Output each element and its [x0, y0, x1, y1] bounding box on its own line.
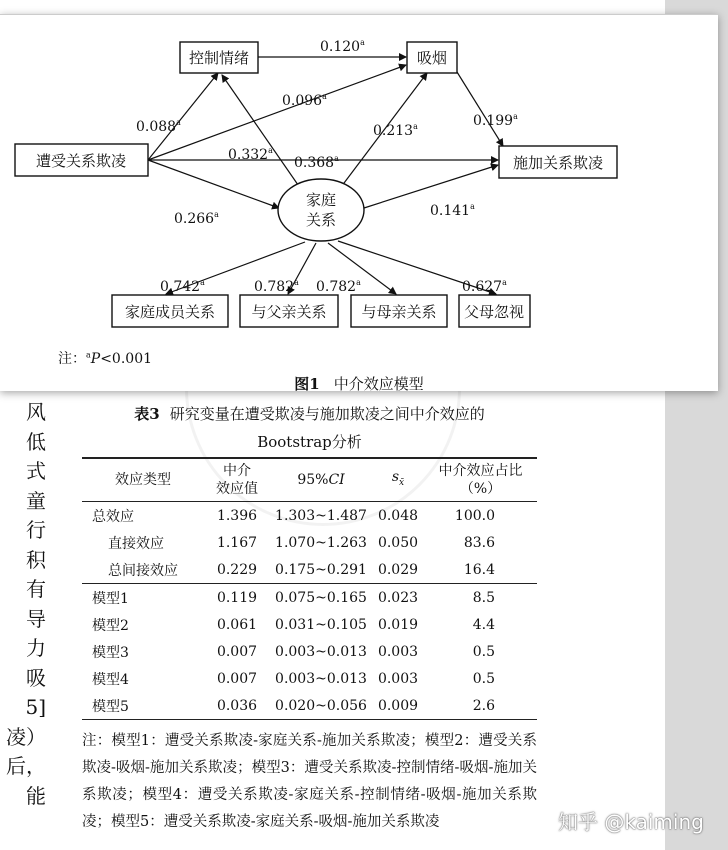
cell-label: 模型1 — [82, 584, 204, 612]
cell-pct: 83.6 — [463, 534, 495, 551]
left-col-char: 行 — [26, 518, 46, 542]
cell-value: 0.007 — [216, 670, 258, 687]
cell-pct: 2.6 — [424, 692, 537, 720]
node-label-family-1: 家庭 — [305, 191, 337, 209]
cell-ci: 0.020~0.056 — [270, 692, 372, 720]
node-label-victim: 遭受关系欺凌 — [35, 152, 127, 170]
node-label-father: 与父亲关系 — [251, 303, 327, 321]
cell-pct: 4.4 — [472, 616, 495, 633]
table-note: 注：模型1：遭受关系欺凌-家庭关系-施加关系欺凌；模型2：遭受关系欺凌-吸烟-施加关系欺凌；模型3：遭受关系欺凌-控制情绪-吸烟-施加关系欺凌；模型4：遭受关系欺凌-家庭关系-控制情绪-吸烟-施加关系欺凌；模型5：遭受关系欺凌-家庭关系-吸烟-施加关系欺凌 — [82, 733, 537, 830]
cell-value: 1.167 — [216, 534, 258, 551]
coef-family-perpetrate: 0.141$^a$ — [430, 202, 475, 219]
header-value: 中介 效应值 — [204, 458, 270, 502]
figure-number: 图1 — [294, 375, 320, 393]
cell-pct: 0.5 — [472, 670, 495, 687]
figure-note: 注：$^a$P<0.001 — [58, 350, 153, 367]
header-ci: 95%CI — [270, 458, 372, 502]
node-label-neglect: 父母忽视 — [463, 303, 525, 321]
coef-victim-perpetrate: 0.332$^a$ — [228, 146, 273, 163]
cell-se: 0.009 — [372, 692, 424, 720]
coef-family-smoking: 0.213$^a$ — [373, 122, 418, 139]
cell-se: 0.003 — [377, 670, 419, 687]
left-col-char: 风 — [26, 400, 46, 424]
table-row — [82, 529, 537, 556]
node-label-family-2: 关系 — [305, 211, 337, 229]
cell-value: 0.036 — [204, 692, 270, 720]
cell-value: 0.007 — [216, 643, 258, 660]
left-col-char: 积 — [26, 547, 46, 572]
left-col-char: 低 — [26, 429, 46, 454]
cell-value: 0.119 — [204, 584, 270, 612]
table-row — [82, 611, 537, 638]
left-col-char: 能 — [26, 783, 46, 808]
cell-ci: 1.070~1.263 — [275, 534, 367, 551]
figure-panel — [0, 14, 718, 391]
mediation-model-diagram — [0, 15, 718, 391]
header-type: 效应类型 — [82, 458, 204, 502]
cell-se: 0.023 — [372, 584, 424, 612]
cell-label: 总间接效应 — [108, 562, 178, 579]
cell-ci: 0.075~0.165 — [270, 584, 372, 612]
cell-ci: 0.031~0.105 — [275, 616, 367, 633]
cell-label: 总效应 — [92, 508, 134, 525]
table-title — [82, 400, 537, 456]
coef-emotion-smoking: 0.120$^a$ — [320, 38, 365, 55]
left-col-char: 式 — [26, 459, 46, 483]
left-col-char: 吸 — [26, 665, 46, 690]
cell-ci: 0.003~0.013 — [275, 670, 367, 687]
zhihu-watermark: 知乎 @kaiming — [558, 810, 704, 834]
cell-se: 0.048 — [377, 507, 419, 524]
table-row — [82, 638, 537, 665]
table-header-row — [82, 458, 537, 502]
coef-load-neglect: 0.627$^a$ — [462, 278, 507, 295]
cell-ci: 0.003~0.013 — [275, 643, 367, 660]
coef-load-members: 0.742$^a$ — [160, 278, 205, 295]
coef-victim-family: 0.266$^a$ — [174, 210, 219, 227]
node-label-members: 家庭成员关系 — [124, 303, 216, 321]
left-col-char: 凌） — [6, 724, 46, 749]
table-row — [82, 665, 537, 692]
node-label-emotion: 控制情绪 — [188, 49, 250, 67]
cell-value: 1.396 — [216, 507, 258, 524]
coef-victim-smoking: 0.096$^a$ — [282, 92, 327, 109]
table-row — [82, 584, 537, 612]
cell-label: 模型5 — [82, 692, 204, 720]
header-ratio: 中介效应占比 （%） — [424, 458, 537, 502]
table-row — [82, 692, 537, 720]
left-col-char: 有 — [26, 577, 46, 601]
cell-se: 0.050 — [377, 534, 419, 551]
cell-label: 模型3 — [92, 644, 129, 661]
cell-se: 0.003 — [377, 643, 419, 660]
cell-label: 直接效应 — [108, 535, 164, 552]
mediation-effect-table — [82, 457, 537, 720]
cell-ci: 1.303~1.487 — [275, 507, 367, 524]
table-title-line1: 研究变量在遭受欺凌与施加欺凌之间中介效应的 — [169, 405, 485, 423]
left-col-char: 力 — [26, 636, 46, 660]
node-label-mother: 与母亲关系 — [361, 303, 437, 321]
coef-victim-emotion: 0.088$^a$ — [136, 118, 181, 135]
cell-se: 0.019 — [377, 616, 419, 633]
left-col-char: 导 — [26, 606, 46, 631]
coef-load-father: 0.782$^a$ — [254, 278, 299, 295]
left-column-text — [0, 398, 56, 811]
figure-caption — [0, 373, 718, 394]
table-title-line2: Bootstrap分析 — [257, 433, 362, 451]
figure-title: 中介效应模型 — [333, 375, 424, 393]
table-number: 表3 — [134, 405, 160, 423]
node-label-perpetrate: 施加关系欺凌 — [512, 154, 604, 172]
node-label-smoking: 吸烟 — [416, 49, 448, 67]
cell-label: 模型2 — [92, 617, 129, 634]
node-ellipse-family — [278, 179, 364, 241]
table-row — [82, 502, 537, 530]
coef-family-emotion: 0.368$^a$ — [294, 154, 339, 171]
cell-label: 模型4 — [92, 671, 129, 688]
cell-pct: 16.4 — [463, 561, 495, 578]
cell-pct: 8.5 — [424, 584, 537, 612]
table-row — [82, 556, 537, 584]
left-col-char: 后， — [6, 754, 46, 778]
left-col-char: 5] — [25, 695, 46, 719]
cell-value: 0.229 — [216, 561, 258, 578]
cell-value: 0.061 — [216, 616, 258, 633]
cell-pct: 100.0 — [454, 507, 495, 524]
coef-smoking-perpetrate: 0.199$^a$ — [473, 112, 518, 129]
cell-se: 0.029 — [377, 561, 419, 578]
header-se: $s_{x̄}$ — [372, 458, 424, 502]
coef-load-mother: 0.782$^a$ — [316, 278, 361, 295]
cell-ci: 0.175~0.291 — [275, 561, 367, 578]
cell-pct: 0.5 — [472, 643, 495, 660]
left-col-char: 童 — [26, 488, 46, 513]
